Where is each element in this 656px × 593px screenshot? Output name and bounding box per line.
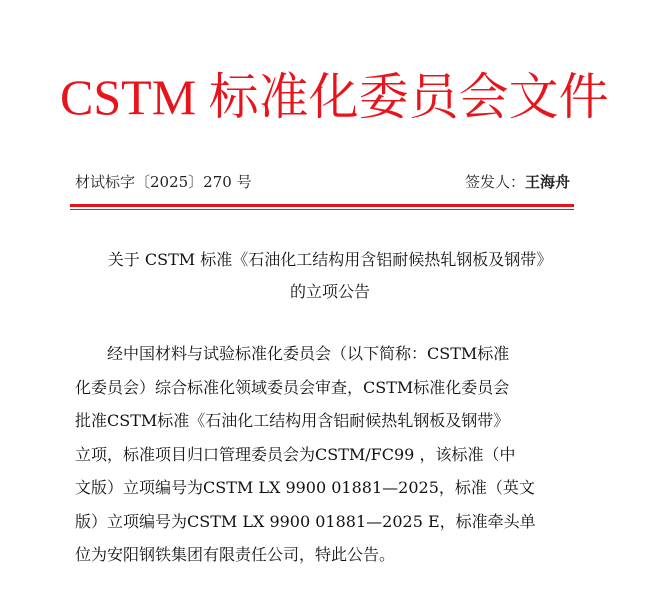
body-line: 文版）立项编号为CSTM LX 9900 01881—2025，标准（英文: [75, 478, 535, 497]
body-line: 位为安阳钢铁集团有限责任公司，特此公告。: [75, 545, 396, 564]
document-number: 材试标字〔2025〕270 号: [75, 173, 252, 191]
body-line: 批准CSTM标准《石油化工结构用含铝耐候热轧钢板及钢带》: [75, 411, 510, 430]
signer-label: 签发人：: [464, 173, 525, 191]
signer-name: 王海舟: [524, 173, 570, 191]
body-line: 立项，标准项目归口管理委员会为CSTM/FC99 ，该标准（中: [75, 444, 516, 464]
notice-title-line: 关于 CSTM 标准《石油化工结构用含铝耐候热轧钢板及钢带》: [107, 250, 553, 269]
signer: [465, 172, 570, 192]
red-divider-thick: [70, 204, 574, 207]
notice-body: [75, 337, 575, 572]
masthead-title: CSTM 标准化委员会文件: [60, 69, 609, 125]
notice-title-line: 的立项公告: [289, 282, 370, 301]
body-line: 化委员会）综合标准化领域委员会审查，CSTM标准化委员会: [75, 377, 510, 397]
body-line: 经中国材料与试验标准化委员会（以下简称：CSTM标准: [107, 344, 510, 363]
red-divider-thin: [70, 209, 574, 210]
notice-title: [60, 244, 600, 308]
body-line: 版）立项编号为CSTM LX 9900 01881—2025 E，标准牵头单: [75, 511, 536, 531]
